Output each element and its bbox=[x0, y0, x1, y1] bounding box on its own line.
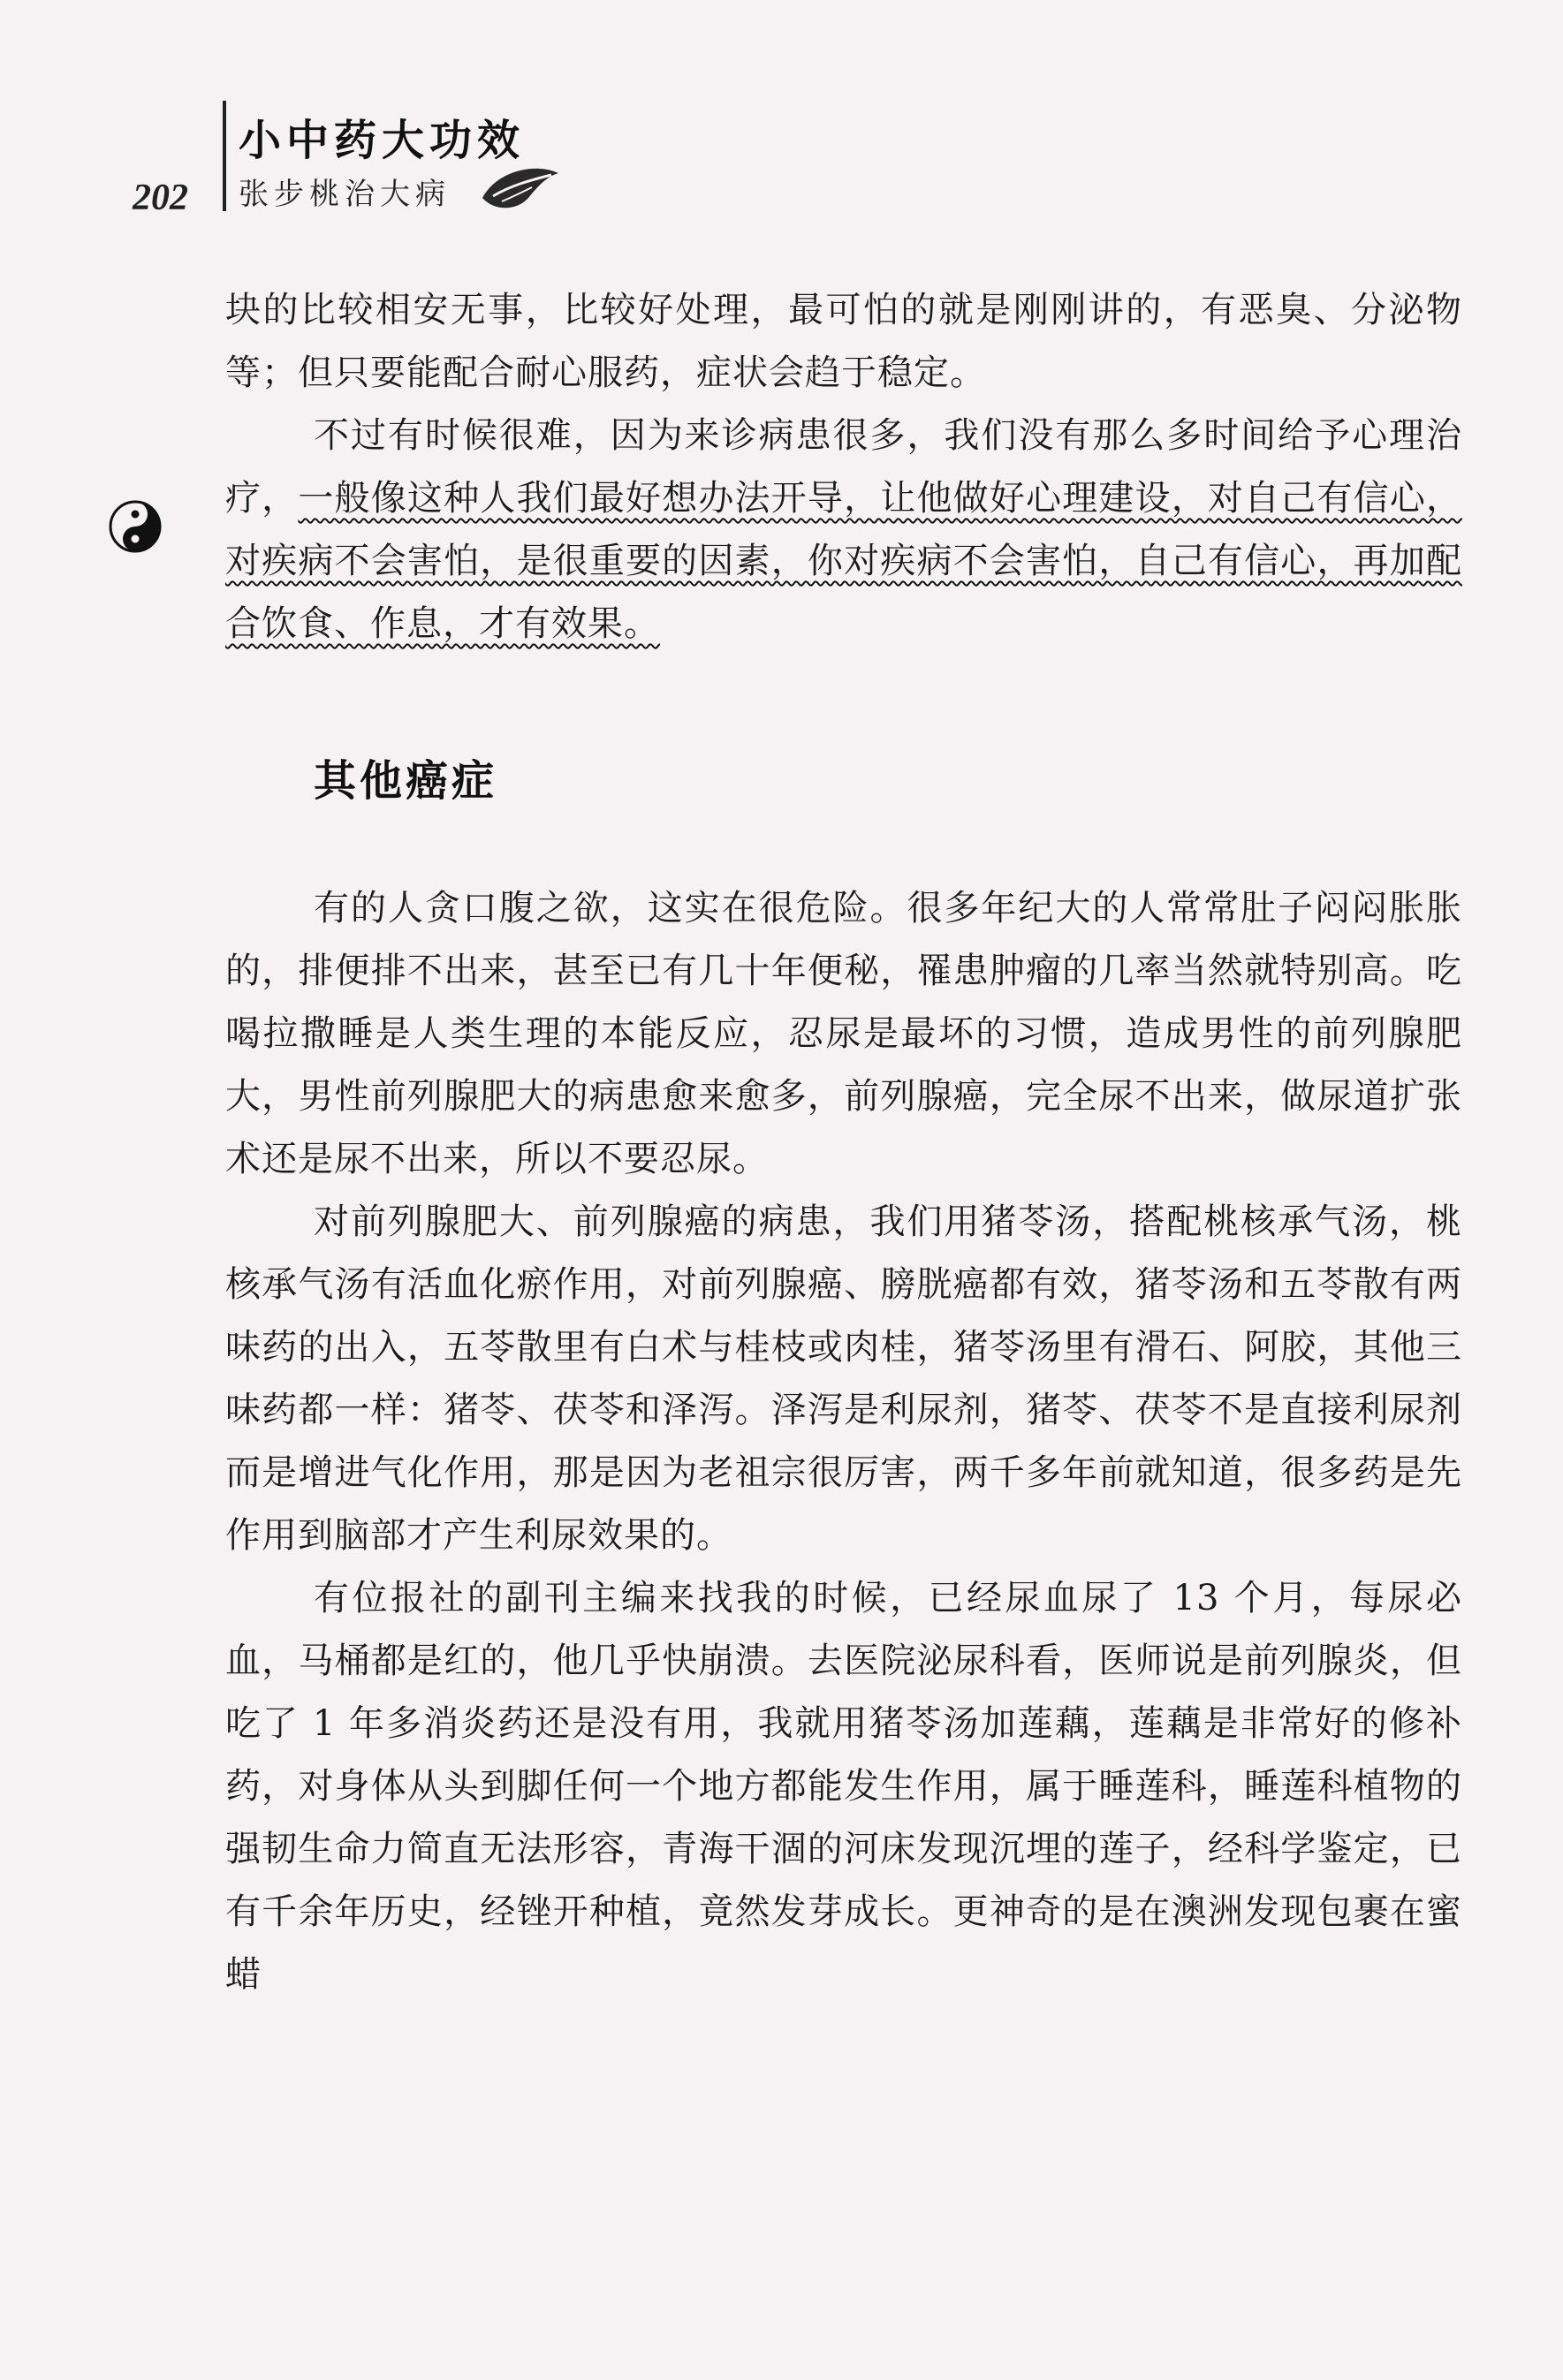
page-header bbox=[133, 88, 627, 218]
yin-yang-icon bbox=[108, 499, 163, 554]
intro-paragraph-2-plain: 不过有时候很难，因为来诊病患很多，我们没有那么多时间给予心理治疗， bbox=[225, 415, 1462, 519]
book-subtitle: 张步桃治大病 bbox=[239, 177, 451, 212]
intro-paragraph-1: 块的比较相安无事，比较好处理，最可怕的就是刚刚讲的，有恶臭、分泌物等；但只要能配合耐心服药，症状会趋于稳定。 bbox=[225, 290, 1462, 393]
intro-paragraph-2 bbox=[225, 405, 1462, 656]
intro-text bbox=[225, 279, 1462, 656]
book-title: 小中药大功效 bbox=[239, 116, 526, 165]
leaf-brush-icon bbox=[475, 161, 564, 214]
header-divider bbox=[223, 101, 226, 211]
body-paragraph: 有位报社的副刊主编来找我的时候，已经尿血尿了 13 个月，每尿必血，马桶都是红的，他几乎快崩溃。去医院泌尿科看，医师说是前列腺炎，但吃了 1 年多消炎药还是没有用，我就用猪苓汤加莲藕，莲藕是非常好的修补药，对身体从头到脚任何一个地方都能发生作用，属于睡莲科，睡莲科植物的强韧生命力简直无法形容，青海干涸的河床发现沉埋的莲子，经科学鉴定，已有千余年历史，经锉开种植，竟然发芽成长。更神奇的是在澳洲发现包裹在蜜蜡 bbox=[225, 1578, 1462, 1995]
wavy-underlined-passage: 一般像这种人我们最好想办法开导，让他做好心理建设，对自己有信心，对疾病不会害怕，是很重要的因素，你对疾病不会害怕，自己有信心，再加配合饮食、作息，才有效果。 bbox=[225, 478, 1463, 644]
section-body bbox=[225, 877, 1462, 2006]
body-paragraph: 对前列腺肥大、前列腺癌的病患，我们用猪苓汤，搭配桃核承气汤，桃核承气汤有活血化瘀作用，对前列腺癌、膀胱癌都有效，猪苓汤和五苓散有两味药的出入，五苓散里有白术与桂枝或肉桂，猪苓汤里有滑石、阿胶，其他三味药都一样：猪苓、茯苓和泽泻。泽泻是利尿剂，猪苓、茯苓不是直接利尿剂而是增进气化作用，那是因为老祖宗很厉害，两千多年前就知道，很多药是先作用到脑部才产生利尿效果的。 bbox=[225, 1201, 1462, 1556]
body-paragraph: 有的人贪口腹之欲，这实在很危险。很多年纪大的人常常肚子闷闷胀胀的，排便排不出来，甚至已有几十年便秘，罹患肿瘤的几率当然就特别高。吃喝拉撒睡是人类生理的本能反应，忍尿是最坏的习惯，造成男性的前列腺肥大，男性前列腺肥大的病患愈来愈多，前列腺癌，完全尿不出来，做尿道扩张术还是尿不出来，所以不要忍尿。 bbox=[225, 888, 1462, 1179]
page-number: 202 bbox=[133, 178, 188, 218]
section-heading: 其他癌症 bbox=[314, 756, 498, 806]
